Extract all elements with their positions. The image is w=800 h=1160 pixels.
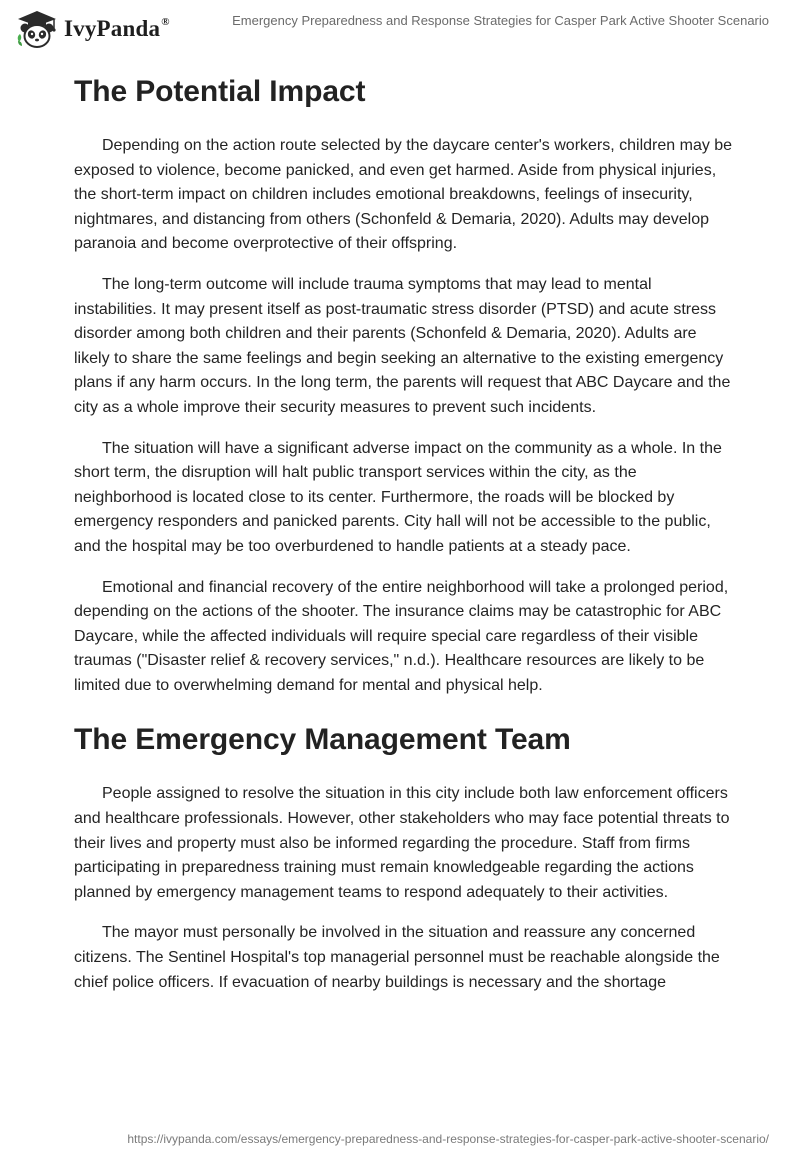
essay-content xyxy=(74,66,734,1011)
ivypanda-logo[interactable] xyxy=(16,9,170,49)
section-heading: The Emergency Management Team xyxy=(74,723,571,757)
section-heading: The Potential Impact xyxy=(74,75,366,108)
logo-wordmark: IvyPanda® xyxy=(64,16,170,41)
paragraph: People assigned to resolve the situation in this city include both law enforcement officers and healthcare professionals. However, other stakeholders who may face potential threats to their lives and property must also be informed regarding the procedure. Staff from firms participating in preparedness training must remain knowledgeable regarding the actions planned by emergency management teams to respond adequately to their activities. xyxy=(74,785,730,901)
paragraph: The long-term outcome will include trauma symptoms that may lead to mental instabilities. It may present itself as post-traumatic stress disorder (PTSD) and acute stress disorder among both children and their parents (Schonfeld & Demaria, 2020). Adults are likely to share the same feelings and begin seeking an alternative to the existing emergency plans if any harm occurs. In the long term, the parents will request that ABC Daycare and the city as a whole improve their security measures to prevent such incidents. xyxy=(74,275,731,416)
panda-graduate-icon xyxy=(16,9,58,49)
paragraph: The mayor must personally be involved in the situation and reassure any concerned citizens. The Sentinel Hospital's top managerial personnel must be reachable alongside the chief police officers. If evacuation of nearby buildings is necessary and the shortage xyxy=(74,924,720,991)
paragraph: The situation will have a significant adverse impact on the community as a whole. In the short term, the disruption will halt public transport services within the city, as the neighborhood is located close to its center. Furthermore, the roads will be blocked by emergency responders and panicked parents. City hall will not be accessible to the public, and the hospital may be too overburdened to handle patients at a steady pace. xyxy=(74,439,722,555)
paragraph: Depending on the action route selected by the daycare center's workers, children may be exposed to violence, become panicked, and even get harmed. Aside from physical injuries, the short-term impact on children includes emotional breakdowns, feelings of insecurity, nightmares, and distancing from others (Schonfeld & Demaria, 2020). Adults may develop paranoia and become overprotective of their offspring. xyxy=(74,137,733,253)
document-title: Emergency Preparedness and Response Strategies for Casper Park Active Shooter Scenario xyxy=(232,13,769,28)
paragraph: Emotional and financial recovery of the entire neighborhood will take a prolonged period, depending on the actions of the shooter. The insurance claims may be catastrophic for ABC Daycare, while the affected individuals will require special care regardless of their visible traumas ("Disaster relief & recovery services," n.d.). Healthcare resources are likely to be limited due to overwhelming demand for mental and physical help. xyxy=(74,578,729,694)
page-header xyxy=(0,0,800,56)
source-url[interactable]: https://ivypanda.com/essays/emergency-preparedness-and-response-strategies-for-casper-park-active-shooter-scenario/ xyxy=(127,1132,769,1146)
